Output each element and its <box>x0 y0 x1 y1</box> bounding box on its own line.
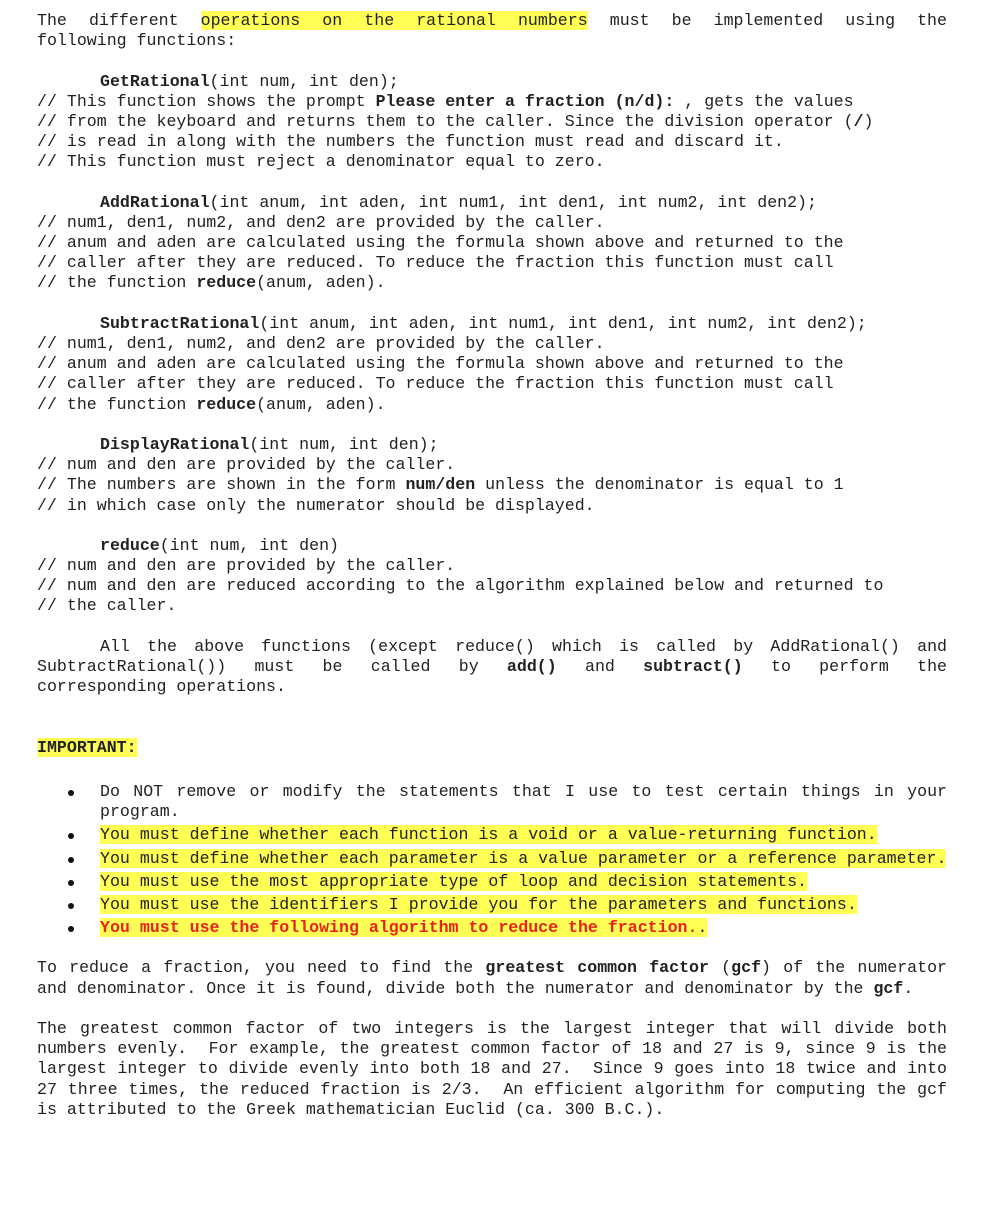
format-ref: num/den <box>405 475 476 495</box>
subtract-ref: subtract() <box>643 657 743 676</box>
reduce-paragraph <box>37 958 947 998</box>
comment-line: // num and den are provided by the caller. <box>37 556 456 576</box>
bullet-text: Do NOT remove or modify the statements that I use to test certain things in your program. <box>100 781 947 822</box>
reduce-text: . <box>903 978 914 998</box>
gcf-term: greatest common factor <box>485 958 709 978</box>
function-block-getrational <box>37 72 947 173</box>
bullet-period: . <box>697 918 708 938</box>
intro-text-end: must be implemented using the <box>587 11 947 30</box>
bullet-icon <box>68 903 74 909</box>
comment-line: // num and den are provided by the caller. <box>37 455 456 475</box>
bullet-text: You must define whether each parameter is a value parameter or a reference parameter. <box>100 848 947 868</box>
comment-line: // in which case only the numerator should be displayed. <box>37 495 595 515</box>
bullet-text: You must use the most appropriate type of loop and decision statements. <box>100 871 808 891</box>
gcf-abbr: gcf <box>731 958 762 978</box>
call-note-text: and <box>556 657 644 676</box>
function-signature: (int anum, int aden, int num1, int den1, int num2, int den2); <box>209 192 817 212</box>
bullet-icon <box>68 790 74 796</box>
function-signature: (int anum, int aden, int num1, int den1, int num2, int den2); <box>259 313 867 333</box>
function-block-subtractrational <box>37 314 947 415</box>
bullet-icon <box>68 880 74 886</box>
comment-text: , gets the values <box>684 91 854 111</box>
reduce-text: To reduce a fraction, you need to find the <box>37 958 486 978</box>
function-block-displayrational <box>37 435 947 516</box>
call-note-text: SubtractRational()) must be called by <box>37 657 507 676</box>
comment-line: // num1, den1, num2, and den2 are provided by the caller. <box>37 212 605 232</box>
comment-line: // caller after they are reduced. To reduce the fraction this function must call <box>37 374 834 394</box>
division-operator: / <box>853 111 864 131</box>
call-note <box>37 637 947 698</box>
function-signature: (int num, int den) <box>159 535 339 555</box>
intro-highlight: operations on the rational numbers <box>200 11 588 30</box>
add-ref: add() <box>506 657 557 676</box>
gcf-abbr: gcf <box>873 978 904 998</box>
call-note-text: to perform the <box>742 657 947 676</box>
list-item <box>37 825 947 845</box>
list-item <box>37 895 947 915</box>
comment-line: // caller after they are reduced. To reduce the fraction this function must call <box>37 253 834 273</box>
comment-text: // the function <box>37 394 197 414</box>
list-item <box>37 849 947 869</box>
list-item <box>37 918 947 938</box>
comment-text: // the function <box>37 273 197 293</box>
comment-text: (anum, aden). <box>256 394 386 414</box>
reduce-ref: reduce <box>196 394 257 414</box>
comment-line: // is read in along with the numbers the function must read and discard it. <box>37 132 784 152</box>
call-note-line: All the above functions (except reduce() which is called by AddRational() and <box>100 636 947 656</box>
bullet-text-red: You must use the following algorithm to reduce the fraction. <box>100 918 698 938</box>
intro-text: The different <box>37 11 201 30</box>
comment-text: // from the keyboard and returns them to the caller. Since the division operator ( <box>37 111 854 131</box>
important-label: IMPORTANT: <box>37 737 137 757</box>
gcf-paragraph: The greatest common factor of two integers is the largest integer that will divide both numbers evenly. For example, the greatest common factor of 18 and 27 is 9, since 9 is the largest integer to divide evenly into both 18 and 27. Since 9 goes into 18 twice and into 27 three times, the reduced fraction is 2/3. An efficient algorithm for computing the gcf is attributed to the Greek mathematician Euclid (ca. 300 B.C.). <box>37 1018 957 1119</box>
comment-line: // num and den are reduced according to the algorithm explained below and returned to <box>37 576 884 596</box>
function-signature: (int num, int den); <box>249 434 439 454</box>
function-name: DisplayRational <box>100 434 250 454</box>
intro-line <box>37 11 947 31</box>
function-block-reduce <box>37 536 947 617</box>
function-name: reduce <box>100 535 160 555</box>
prompt-text: Please enter a fraction (n/d): <box>375 91 685 111</box>
intro-line-2: following functions: <box>37 31 237 51</box>
reduce-text: ) of the numerator and denominator. Once it is found, divide both the numerator and denominator by the <box>37 958 948 998</box>
comment-text: // This function shows the prompt <box>37 91 376 111</box>
comment-line: // anum and aden are calculated using the formula shown above and returned to the <box>37 354 844 374</box>
call-note-line: corresponding operations. <box>37 677 286 697</box>
comment-text: // The numbers are shown in the form <box>37 475 406 495</box>
function-name: GetRational <box>100 71 210 91</box>
comment-line: // the caller. <box>37 596 177 616</box>
bullet-icon <box>68 926 74 932</box>
reduce-text: ( <box>708 958 732 978</box>
function-name: AddRational <box>100 192 210 212</box>
reduce-ref: reduce <box>196 273 257 293</box>
comment-line: // anum and aden are calculated using the formula shown above and returned to the <box>37 233 844 253</box>
comment-text: ) <box>863 111 874 131</box>
list-item <box>37 872 947 892</box>
comment-line: // This function must reject a denominator equal to zero. <box>37 152 605 172</box>
comment-line: // num1, den1, num2, and den2 are provided by the caller. <box>37 334 605 353</box>
bullet-text: You must define whether each function is a void or a value-returning function. <box>100 825 877 845</box>
function-block-addrational <box>37 193 947 294</box>
document-page <box>37 11 957 1120</box>
important-list <box>37 782 947 938</box>
bullet-text: You must use the identifiers I provide you for the parameters and functions. <box>100 894 857 914</box>
comment-text: unless the denominator is equal to 1 <box>475 475 844 495</box>
function-name: SubtractRational <box>100 313 260 333</box>
bullet-icon <box>68 857 74 863</box>
bullet-icon <box>68 833 74 839</box>
list-item <box>37 782 947 822</box>
comment-text: (anum, aden). <box>256 273 386 293</box>
function-signature: (int num, int den); <box>209 71 399 91</box>
